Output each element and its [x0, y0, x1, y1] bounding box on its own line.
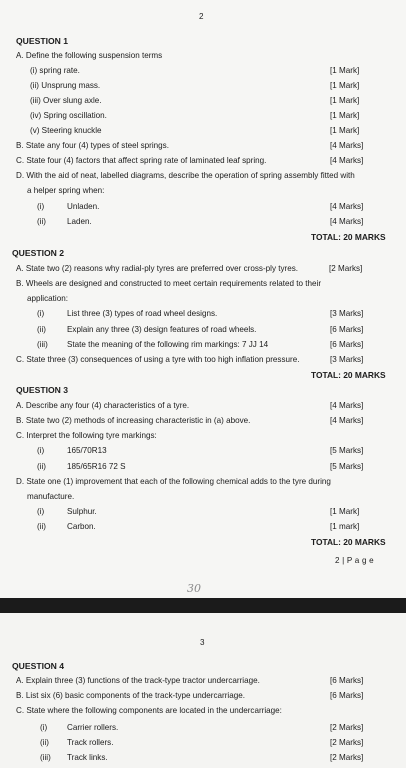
q1-a-item: (ii) Unsprung mass. [30, 81, 101, 90]
q4-c-item: Carrier rollers. [67, 723, 119, 732]
question-4-title: QUESTION 4 [12, 661, 65, 671]
q1-a-item-marks: [1 Mark] [330, 81, 360, 90]
q4-c-item-marks: [2 Marks] [330, 738, 364, 747]
q4-part-c: C. State where the following components are located in the undercarriage: [16, 706, 282, 715]
q2-part-a: A. State two (2) reasons why radial-ply tyres are preferred over cross-ply tyres. [16, 264, 299, 273]
question-1-title: QUESTION 1 [16, 36, 69, 46]
q2-part-c: C. State three (3) consequences of using a tyre with too high inflation pressure. [16, 355, 300, 364]
q1-d-item-marks: [4 Marks] [330, 202, 364, 211]
q3-part-b-marks: [4 Marks] [330, 416, 364, 425]
q2-b-item-marks: [3 Marks] [330, 309, 364, 318]
q3-c-item: 185/65R16 72 S [67, 462, 126, 471]
q1-a-item: (v) Steering knuckle [30, 126, 102, 135]
q3-total: TOTAL: 20 MARKS [311, 537, 386, 547]
q3-part-c: C. Interpret the following tyre markings: [16, 431, 157, 440]
q3-d-item-num: (i) [37, 507, 45, 516]
q3-d-item: Sulphur. [67, 507, 97, 516]
q1-part-d-cont: a helper spring when: [27, 186, 105, 195]
q1-a-item-marks: [1 Mark] [330, 66, 360, 75]
q2-b-item: List three (3) types of road wheel designs. [67, 309, 218, 318]
handwritten-mark: 30 [187, 582, 201, 595]
q1-part-b-marks: [4 Marks] [330, 141, 364, 150]
q1-part-d: D. With the aid of neat, labelled diagrams, describe the operation of spring assembly fitted with [16, 171, 355, 180]
q2-b-item-num: (ii) [37, 325, 46, 334]
q2-b-item-num: (iii) [37, 340, 48, 349]
question-2-title: QUESTION 2 [12, 248, 65, 258]
q4-c-item: Track rollers. [67, 738, 114, 747]
q2-total: TOTAL: 20 MARKS [311, 370, 386, 380]
q3-c-item-num: (ii) [37, 462, 46, 471]
q3-part-d: D. State one (1) improvement that each of the following chemical adds to the tyre during [16, 477, 331, 486]
q4-c-item-num: (i) [40, 723, 48, 732]
q2-part-b: B. Wheels are designed and constructed to meet certain requirements related to their [16, 279, 322, 288]
q1-total: TOTAL: 20 MARKS [311, 232, 386, 242]
q4-c-item-num: (iii) [40, 753, 51, 762]
page-number: 3 [200, 638, 205, 647]
q1-d-item: Unladen. [67, 202, 100, 211]
q4-part-b-marks: [6 Marks] [330, 691, 364, 700]
q1-d-item: Laden. [67, 217, 92, 226]
q2-b-item: Explain any three (3) design features of road wheels. [67, 325, 257, 334]
q3-d-item: Carbon. [67, 522, 96, 531]
q4-c-item-num: (ii) [40, 738, 49, 747]
page-separator [0, 598, 406, 613]
q4-part-a: A. Explain three (3) functions of the track-type tractor undercarriage. [16, 676, 260, 685]
q4-c-item: Track links. [67, 753, 108, 762]
question-3-title: QUESTION 3 [16, 385, 69, 395]
q1-d-item-marks: [4 Marks] [330, 217, 364, 226]
q1-part-b: B. State any four (4) types of steel springs. [16, 141, 169, 150]
q2-part-b-cont: application: [27, 294, 68, 303]
q1-d-item-num: (i) [37, 202, 45, 211]
q3-part-b: B. State two (2) methods of increasing characteristic in (a) above. [16, 416, 251, 425]
q4-part-b: B. List six (6) basic components of the track-type undercarriage. [16, 691, 245, 700]
q3-part-d-cont: manufacture. [27, 492, 75, 501]
page-footer: 2 | P a g e [335, 556, 374, 565]
page-number: 2 [199, 12, 204, 21]
q2-part-a-marks: [2 Marks] [329, 264, 363, 273]
q1-d-item-num: (ii) [37, 217, 46, 226]
q3-part-a-marks: [4 Marks] [330, 401, 364, 410]
q3-c-item-num: (i) [37, 446, 45, 455]
exam-page-3 [0, 613, 406, 768]
q1-part-c: C. State four (4) factors that affect spring rate of laminated leaf spring. [16, 156, 267, 165]
q3-c-item-marks: [5 Marks] [330, 446, 364, 455]
q2-b-item-num: (i) [37, 309, 45, 318]
q1-a-item: (iv) Spring oscillation. [30, 111, 107, 120]
q1-part-a: A. Define the following suspension terms [16, 51, 163, 60]
q2-b-item-marks: [6 Marks] [330, 340, 364, 349]
q3-d-item-marks: [1 mark] [330, 522, 360, 531]
q2-b-item-marks: [6 Marks] [330, 325, 364, 334]
q4-part-a-marks: [6 Marks] [330, 676, 364, 685]
q4-c-item-marks: [2 Marks] [330, 753, 364, 762]
q2-part-c-marks: [3 Marks] [330, 355, 364, 364]
q3-c-item: 165/70R13 [67, 446, 107, 455]
q3-d-item-marks: [1 Mark] [330, 507, 360, 516]
q4-c-item-marks: [2 Marks] [330, 723, 364, 732]
q1-part-c-marks: [4 Marks] [330, 156, 364, 165]
q3-d-item-num: (ii) [37, 522, 46, 531]
q3-part-a: A. Describe any four (4) characteristics of a tyre. [16, 401, 190, 410]
q1-a-item-marks: [1 Mark] [330, 96, 360, 105]
q1-a-item-marks: [1 Mark] [330, 111, 360, 120]
q2-b-item: State the meaning of the following rim markings: 7 JJ 14 [67, 340, 269, 349]
q1-a-item: (iii) Over slung axle. [30, 96, 102, 105]
q1-a-item: (i) spring rate. [30, 66, 80, 75]
q1-a-item-marks: [1 Mark] [330, 126, 360, 135]
q3-c-item-marks: [5 Marks] [330, 462, 364, 471]
